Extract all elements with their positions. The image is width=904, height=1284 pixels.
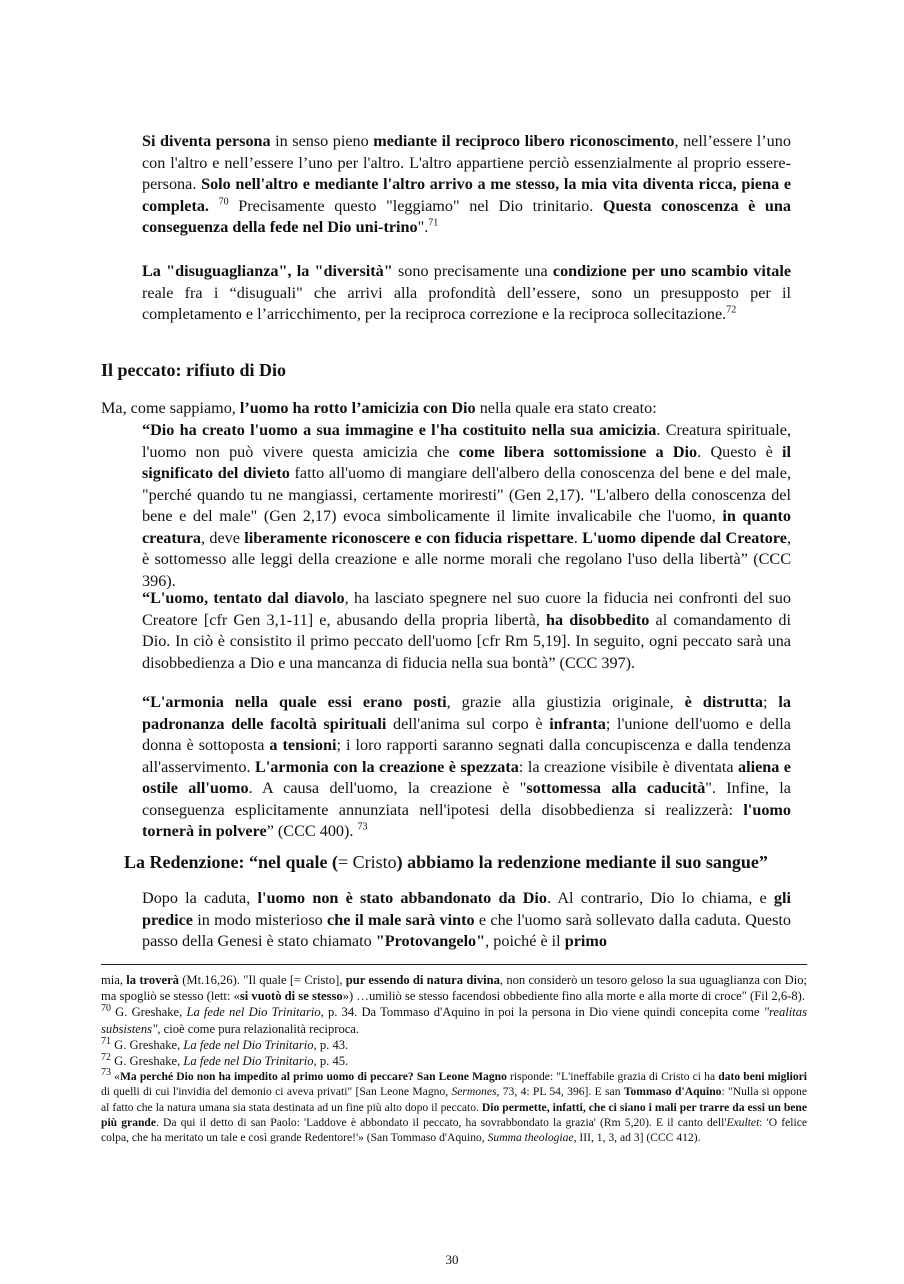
quote-ccc-396: “Dio ha creato l'uomo a sua immagine e l'ha costituito nella sua amicizia. Creatura spirituale, l'uomo non può vivere questa amicizia che come libera sottomissione a Dio. Questo è il significato del divieto fatto all'uomo di mangiare dell'albero della conoscenza del bene e del male, "perché quando tu ne mangiassi, certamente moriresti" (Gen 2,17). "L'albero della conoscenza del bene e del male" (Gen 2,17) evoca simbolicamente il limite invalicabile che l'uomo, in quanto creatura, deve liberamente riconoscere e con fiducia rispettare. L'uomo dipende dal Creatore, è sottomesso alle leggi della creazione e alle norme morali che regolano l'uso della libertà” (CCC 396). <box>142 421 792 590</box>
footnotes <box>101 972 807 1145</box>
paragraph-persona: Si diventa persona in senso pieno mediante il reciproco libero riconoscimento, nell’essere l’uno con l'altro e nell’essere l’uno per l'altro. L'altro appartiene perciò essenzialmente al proprio essere-persona. Solo nell'altro e mediante l'altro arrivo a me stesso, la mia vita diventa ricca, piena e completa. $^{70}$ Precisamente questo "leggiamo" nel Dio trinitario. Questa conoscenza è una conseguenza della fede nel Dio uni-trino".$^{71}$ <box>142 132 792 236</box>
paragraph-disuguaglianza: La "disuguaglianza", la "diversità" sono precisamente una condizione per uno scambio vitale reale fra i “disuguali" che arrivi alla profondità dell’essere, sono un presupposto per il completamento e l’arricchimento, per la reciproca correzione e la reciproca sollecitazione.$^{72}$ <box>142 262 792 323</box>
quote-ccc-400: “L'armonia nella quale essi erano posti, grazie alla giustizia originale, è distrutta; la padronanza delle facoltà spirituali dell'anima sul corpo è infranta; l'unione dell'uomo e della donna è sottoposta a tensioni; i loro rapporti saranno segnati dalla concupiscenza e dalla tendenza all'asservimento. L'armonia con la creazione è spezzata: la creazione visibile è diventata aliena e ostile all'uomo. A causa dell'uomo, la creazione è "sottomessa alla caducità". Infine, la conseguenza esplicitamente annunziata nell'ipotesi della disobbedienza si realizzerà: l'uomo tornerà in polvere” (CCC 400). $^{73}$ <box>142 693 791 840</box>
footnote-ref-71[interactable]: 71 <box>428 217 439 229</box>
section-heading-peccato: Il peccato: rifiuto di Dio <box>101 360 286 380</box>
footnote-ref-70[interactable]: 70 <box>218 196 229 208</box>
footnote-70: $^{70}$ G. Greshake, La fede nel Dio Trinitario, p. 34. Da Tommaso d'Aquino in poi la persona in Dio viene quindi concepita come "realitas subsistens", cioè come pura relazionalità reciproca. <box>101 1003 807 1036</box>
footnote-72: $^{72}$ G. Greshake, La fede nel Dio Trinitario, p. 45. <box>101 1051 349 1069</box>
footnote-73: $^{73}$ «Ma perché Dio non ha impedito al primo uomo di peccare? San Leone Magno risponde: "L'ineffabile grazia di Cristo ci ha dato beni migliori di quelli di cui l'invidia del demonio ci aveva privati" [San Leone Magno, Sermones, 73, 4: PL 54, 396]. E san Tommaso d'Aquino: "Nulla si oppone al fatto che la natura umana sia stata destinata ad un fine più alto dopo il peccato. Dio permette, infatti, che ci siano i mali per trarre da essi un bene più grande. Da qui il detto di san Paolo: 'Laddove è abbondato il peccato, ha sovrabbondato la grazia' (Rm 5,20). E il canto dell'Exultet: 'O felice colpa, che ha meritato un tale e così grande Redentore!'» (San Tommaso d'Aquino, Summa theologiae, III, 1, 3, ad 3] (CCC 412). <box>101 1067 808 1145</box>
paragraph-dopo-la-caduta: Dopo la caduta, l'uomo non è stato abbandonato da Dio. Al contrario, Dio lo chiama, e gli predice in modo misterioso che il male sarà vinto e che l'uomo sarà sollevato dalla caduta. Questo passo della Genesi è stato chiamato "Protovangelo", poiché è il primo <box>142 889 791 950</box>
section-heading-redenzione: La Redenzione: “nel quale (= Cristo) abbiamo la redenzione mediante il suo sangue” <box>124 852 768 872</box>
paragraph-intro-peccato: Ma, come sappiamo, l’uomo ha rotto l’amicizia con Dio nella quale era stato creato: <box>101 399 657 417</box>
footnote-ref-72[interactable]: 72 <box>726 304 737 316</box>
footnote-ref-73[interactable]: 73 <box>357 821 368 833</box>
quote-ccc-397: “L'uomo, tentato dal diavolo, ha lasciato spegnere nel suo cuore la fiducia nei confronti del suo Creatore [cfr Gen 3,1-11] e, abusando della propria libertà, ha disobbedito al comandamento di Dio. In ciò è consistito il primo peccato dell'uomo [cfr Rm 5,19]. In seguito, ogni peccato sarà una disobbedienza a Dio e una mancanza di fiducia nella sua bontà” (CCC 397). <box>142 589 791 672</box>
page-number: 30 <box>445 1252 459 1267</box>
footnote-separator <box>101 964 807 965</box>
footnote-71: $^{71}$ G. Greshake, La fede nel Dio Trinitario, p. 43. <box>101 1035 349 1052</box>
footnote-continuation: mia, la troverà (Mt.16,26). "Il quale [= Cristo], pur essendo di natura divina, non considerò un tesoro geloso la sua uguaglianza con Dio; ma spogliò se stesso (lett: «si vuotò di se stesso») …umiliò se stesso facendosi obbediente fino alla morte e alla morte di croce" (Fil 2,6-8). <box>101 973 807 1004</box>
